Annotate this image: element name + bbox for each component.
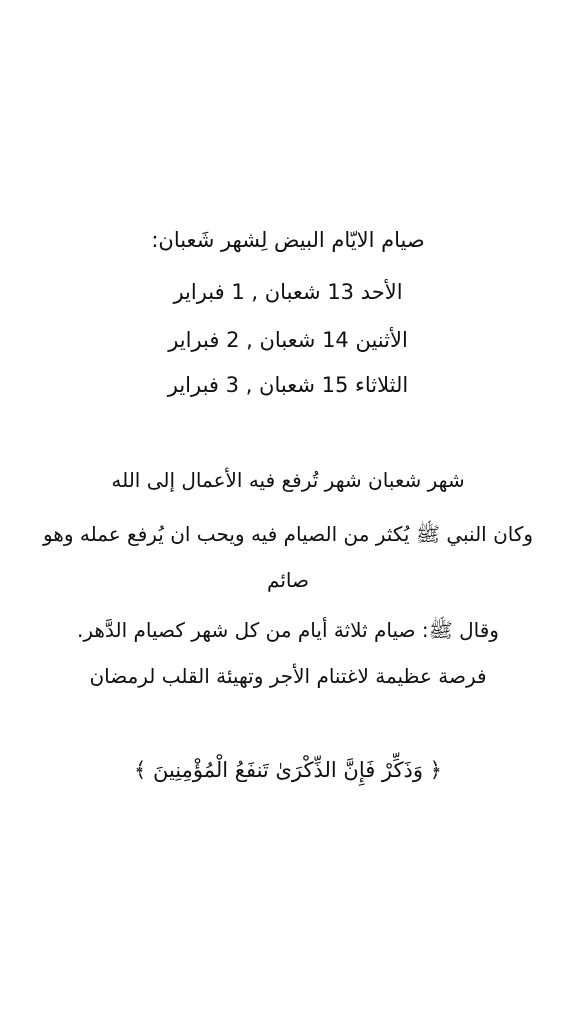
body-line-5: فرصة عظيمة لاغتنام الأجر وتهيئة القلب لرمضان bbox=[89, 664, 487, 688]
body-line-3: صائم bbox=[267, 568, 309, 592]
body-line-1: شهر شعبان شهر تُرفع فيه الأعمال إلى الله bbox=[111, 468, 465, 492]
date-line-1: الأحد 13 شعبان , 1 فبراير bbox=[173, 280, 403, 304]
date-line-3: الثلاثاء 15 شعبان , 3 فبراير bbox=[167, 373, 409, 397]
body-line-4: وقال ﷺ: صيام ثلاثة أيام من كل شهر كصيام الدَّهر. bbox=[77, 618, 499, 642]
date-line-2: الأثنين 14 شعبان , 2 فبراير bbox=[168, 328, 408, 352]
quran-verse: ﴿ وَذَكِّرْ فَإِنَّ الذِّكْرَىٰ تَنفَعُ الْمُؤْمِنِينَ ﴾ bbox=[134, 758, 442, 782]
fasting-title: صيام الايّام البيض لِشهر شَعبان: bbox=[151, 228, 425, 252]
body-line-2: وكان النبي ﷺ يُكثر من الصيام فيه ويحب ان يُرفع عمله وهو bbox=[42, 522, 534, 546]
